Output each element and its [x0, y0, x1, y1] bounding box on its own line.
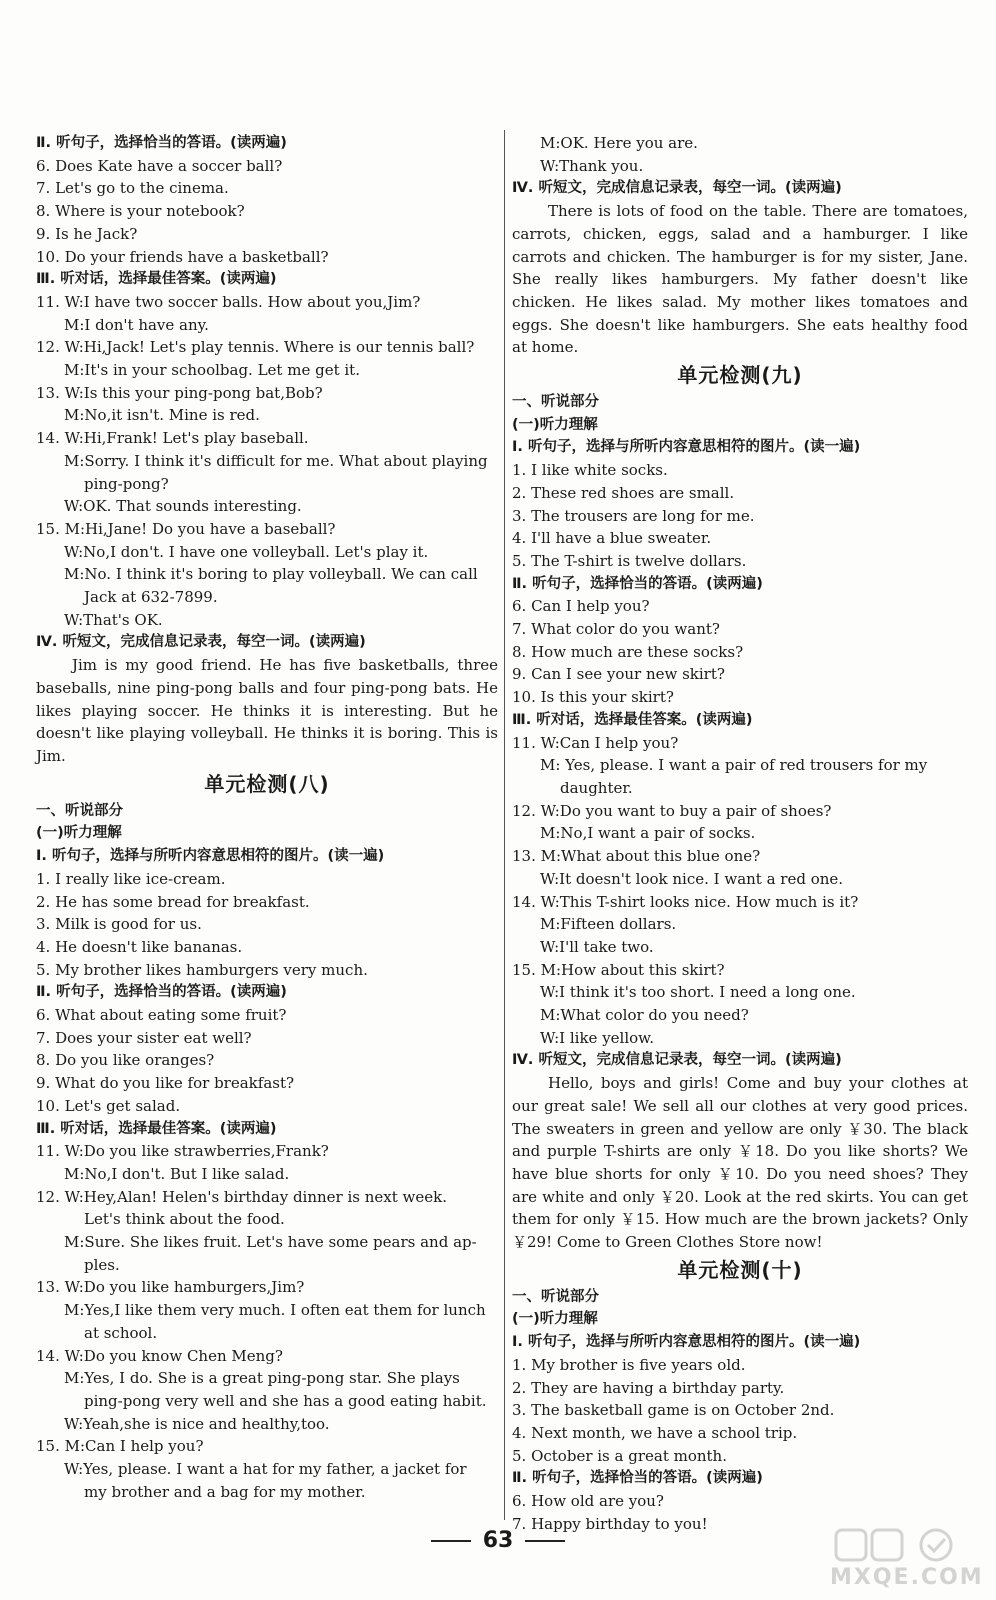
dialogue-line: W:Yeah,she is nice and healthy,too.: [64, 1414, 330, 1433]
dialogue-line: daughter.: [560, 778, 633, 797]
question-item: 1. I really like ice-cream.: [36, 869, 226, 888]
dialogue-line: M:No,it isn't. Mine is red.: [64, 406, 260, 425]
question-item: 7. Let's go to the cinema.: [36, 179, 229, 198]
section-title: Ⅳ. 听短文，完成信息记录表，每空一词。(读两遍): [512, 180, 842, 197]
question-item: 1. My brother is five years old.: [512, 1355, 746, 1374]
dialogue-line: 13. W:Do you like hamburgers,Jim?: [36, 1278, 305, 1297]
question-item: 8. Do you like oranges?: [36, 1051, 215, 1070]
part-title: 一、听说部分: [512, 394, 599, 411]
section-title: Ⅲ. 听对话，选择最佳答案。(读两遍): [36, 271, 277, 288]
dialogue-line: 14. W:This T-shirt looks nice. How much is it?: [512, 892, 859, 911]
sub-title: (一)听力理解: [512, 416, 598, 433]
question-item: 5. October is a great month.: [512, 1446, 727, 1465]
dialogue-line: ping-pong very well and she has a good eating habit.: [84, 1391, 487, 1410]
dialogue-line: Let's think about the food.: [84, 1210, 285, 1229]
dialogue-line: at school.: [84, 1323, 158, 1342]
dialogue-line: W:Thank you.: [540, 156, 644, 175]
section-title: Ⅱ. 听句子，选择恰当的答语。(读两遍): [36, 135, 287, 151]
section-title: Ⅲ. 听对话，选择最佳答案。(读两遍): [36, 1120, 277, 1137]
sub-title: (一)听力理解: [36, 825, 122, 842]
question-item: 3. The trousers are long for me.: [512, 506, 755, 525]
dialogue-line: W:I think it's too short. I need a long one.: [540, 983, 856, 1002]
question-item: 4. I'll have a blue sweater.: [512, 529, 712, 548]
question-item: 7. Does your sister eat well?: [36, 1028, 252, 1047]
question-item: 9. Is he Jack?: [36, 224, 138, 243]
question-item: 10. Is this your skirt?: [512, 688, 674, 707]
section-title: Ⅱ. 听句子，选择恰当的答语。(读两遍): [512, 575, 763, 592]
dialogue-line: M:No. I think it's boring to play volleyball. We can call: [64, 565, 478, 584]
dialogue-line: M:Yes, I do. She is a great ping-pong star. She plays: [64, 1369, 460, 1388]
question-item: 10. Do your friends have a basketball?: [36, 247, 329, 266]
dialogue-line: M:What color do you need?: [540, 1006, 749, 1025]
question-item: 8. How much are these socks?: [512, 642, 744, 661]
question-item: 10. Let's get salad.: [36, 1096, 181, 1115]
dialogue-line: 14. W:Do you know Chen Meng?: [36, 1346, 283, 1365]
question-item: 2. These red shoes are small.: [512, 483, 735, 502]
question-item: 2. They are having a birthday party.: [512, 1378, 785, 1397]
page-number-dash-left: [431, 1540, 471, 1542]
dialogue-line: M:Fifteen dollars.: [540, 915, 677, 934]
part-title: 一、听说部分: [512, 1288, 599, 1305]
dialogue-line: W:Yes, please. I want a hat for my father, a jacket for: [64, 1460, 467, 1479]
dialogue-line: W:No,I don't. I have one volleyball. Let's play it.: [64, 542, 429, 561]
dialogue-line: W:That's OK.: [64, 610, 163, 629]
dialogue-line: W:OK. That sounds interesting.: [64, 497, 302, 516]
dialogue-line: W:I like yellow.: [540, 1028, 654, 1047]
dialogue-line: M:I don't have any.: [64, 315, 209, 334]
page-number-dash-right: [525, 1540, 565, 1542]
dialogue-line: 11. W:Do you like strawberries,Frank?: [36, 1142, 329, 1161]
dialogue-line: my brother and a bag for my mother.: [84, 1482, 366, 1501]
section-title: Ⅰ. 听句子，选择与所听内容意思相符的图片。(读一遍): [36, 848, 385, 865]
dialogue-line: W:I'll take two.: [540, 937, 654, 956]
question-item: 9. Can I see your new skirt?: [512, 665, 725, 684]
dialogue-line: 13. M:What about this blue one?: [512, 847, 761, 866]
left-column: [36, 132, 498, 1503]
dialogue-line: Jack at 632-7899.: [84, 588, 218, 607]
dialogue-line: ples.: [84, 1255, 120, 1274]
section-title: Ⅳ. 听短文，完成信息记录表，每空一词。(读两遍): [36, 634, 366, 651]
question-item: 9. What do you like for breakfast?: [36, 1074, 295, 1093]
sub-title: (一)听力理解: [512, 1311, 598, 1328]
dialogue-line: 15. M:Can I help you?: [36, 1437, 204, 1456]
dialogue-line: 15. M:Hi,Jane! Do you have a baseball?: [36, 519, 336, 538]
passage: There is lots of food on the table. There are tomatoes, carrots, chicken, eggs, salad and a hamburger. I like carrots and chicken. The hamburger is for my sister, Jane. She really likes hamburgers. My father doesn't like chicken. He likes salad. My mother likes tomatoes and eggs. She doesn't like hamburgers. She eats healthy food at home.: [512, 202, 968, 357]
question-item: 4. Next month, we have a school trip.: [512, 1423, 798, 1442]
part-title: 一、听说部分: [36, 802, 123, 819]
section-title: Ⅱ. 听句子，选择恰当的答语。(读两遍): [36, 984, 287, 1001]
dialogue-line: 15. M:How about this skirt?: [512, 960, 725, 979]
question-item: 2. He has some bread for breakfast.: [36, 892, 310, 911]
dialogue-line: 13. W:Is this your ping-pong bat,Bob?: [36, 383, 323, 402]
dialogue-line: 12. W:Hey,Alan! Helen's birthday dinner is next week.: [36, 1187, 447, 1206]
section-title: Ⅲ. 听对话，选择最佳答案。(读两遍): [512, 711, 753, 728]
page-number-value: 63: [482, 1528, 514, 1553]
dialogue-line: M: Yes, please. I want a pair of red trousers for my: [540, 756, 928, 775]
dialogue-line: M:OK. Here you are.: [540, 134, 698, 152]
dialogue-line: M:Yes,I like them very much. I often eat them for lunch: [64, 1301, 486, 1320]
unit-heading: 单元检测(九): [677, 363, 803, 388]
question-item: 7. Happy birthday to you!: [512, 1514, 708, 1533]
unit-heading: 单元检测(八): [204, 771, 330, 796]
question-item: 6. What about eating some fruit?: [36, 1006, 287, 1025]
question-item: 3. Milk is good for us.: [36, 915, 202, 934]
question-item: 1. I like white socks.: [512, 461, 668, 480]
passage: Hello, boys and girls! Come and buy your clothes at our great sale! We sell all our clothes at very good prices. The sweaters in green and yellow are only ￥30. The black and purple T-shirts are only ￥18. Do you like shorts? We have blue shorts for only ￥10. Do you need shoes? They are white and only ￥20. Look at the red skirts. You can get them for only ￥15. How much are the brown jackets? Only ￥29! Come to Green Clothes Store now!: [512, 1074, 968, 1252]
dialogue-line: 12. W:Hi,Jack! Let's play tennis. Where is our tennis ball?: [36, 338, 475, 357]
dialogue-line: ping-pong?: [84, 474, 169, 493]
right-column: [512, 132, 968, 1535]
question-item: 5. My brother likes hamburgers very much.: [36, 960, 368, 979]
dialogue-line: M:It's in your schoolbag. Let me get it.: [64, 361, 360, 380]
question-item: 6. How old are you?: [512, 1492, 664, 1511]
dialogue-line: M:Sure. She likes fruit. Let's have some pears and ap-: [64, 1233, 477, 1252]
dialogue-line: 14. W:Hi,Frank! Let's play baseball.: [36, 429, 309, 448]
section-title: Ⅳ. 听短文，完成信息记录表，每空一词。(读两遍): [512, 1052, 842, 1069]
question-item: 3. The basketball game is on October 2nd.: [512, 1401, 835, 1420]
dialogue-line: M:Sorry. I think it's difficult for me. What about playing: [64, 451, 488, 470]
unit-heading: 单元检测(十): [677, 1257, 803, 1282]
section-title: Ⅰ. 听句子，选择与所听内容意思相符的图片。(读一遍): [512, 1334, 861, 1351]
watermark-logo: [830, 1526, 984, 1590]
question-item: 5. The T-shirt is twelve dollars.: [512, 551, 747, 570]
section-title: Ⅰ. 听句子，选择与所听内容意思相符的图片。(读一遍): [512, 439, 861, 456]
section-title: Ⅱ. 听句子，选择恰当的答语。(读两遍): [512, 1470, 763, 1487]
watermark-text: MXQE.COM: [830, 1565, 984, 1590]
question-item: 7. What color do you want?: [512, 620, 720, 639]
question-item: 8. Where is your notebook?: [36, 202, 245, 221]
column-divider: [504, 130, 505, 1520]
dialogue-line: M:No,I want a pair of socks.: [540, 824, 756, 843]
question-item: 6. Does Kate have a soccer ball?: [36, 156, 283, 175]
question-item: 6. Can I help you?: [512, 597, 650, 616]
dialogue-line: M:No,I don't. But I like salad.: [64, 1164, 290, 1183]
dialogue-line: 11. W:Can I help you?: [512, 733, 679, 752]
passage: Jim is my good friend. He has five basketballs, three baseballs, nine ping-pong balls and four ping-pong bats. He likes playing soccer. He thinks it is interesting. But he doesn't like playing volleyball. He thinks it is boring. This is Jim.: [36, 656, 498, 765]
dialogue-line: 12. W:Do you want to buy a pair of shoes?: [512, 801, 832, 820]
watermark-icon: [830, 1526, 980, 1566]
question-item: 4. He doesn't like bananas.: [36, 937, 243, 956]
dialogue-line: W:It doesn't look nice. I want a red one.: [540, 869, 844, 888]
dialogue-line: 11. W:I have two soccer balls. How about you,Jim?: [36, 292, 421, 311]
